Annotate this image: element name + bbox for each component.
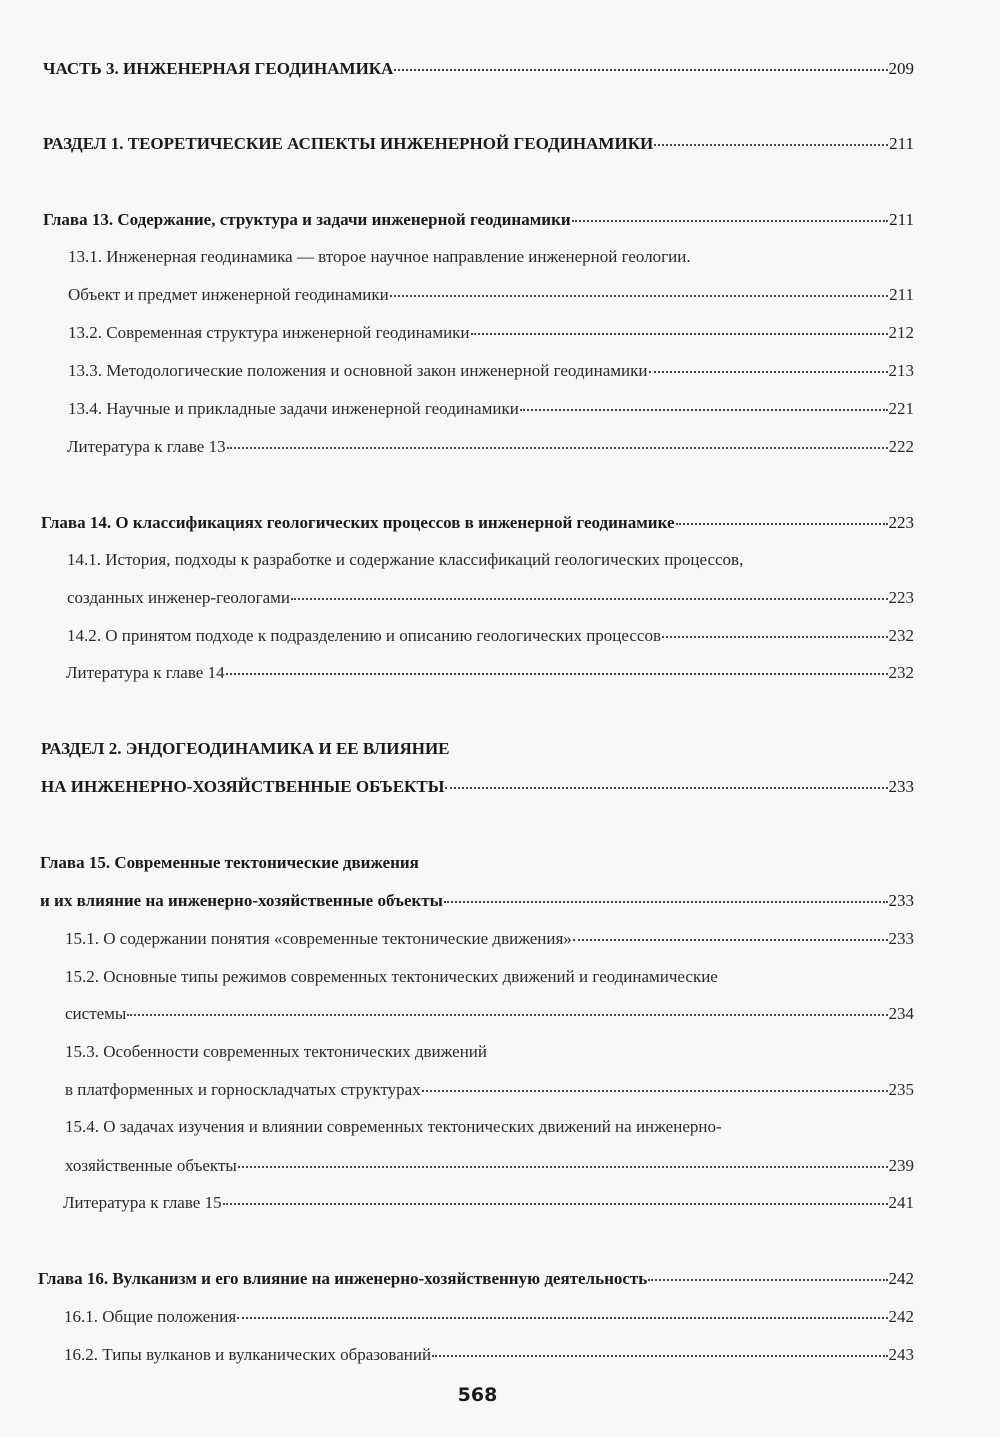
toc-entry-chapter14[interactable]	[41, 512, 914, 534]
toc-page: 211	[889, 210, 914, 229]
toc-entry-section2-line1[interactable]	[41, 738, 450, 760]
toc-entry-15-2-line2[interactable]	[65, 1003, 914, 1025]
toc-page: 242	[888, 1307, 914, 1326]
toc-entry-15-4-line2[interactable]	[65, 1155, 914, 1177]
toc-page: 209	[888, 59, 914, 78]
toc-title: 14.1. История, подходы к разработке и содержание классификаций геологических процессов,	[67, 550, 744, 569]
toc-entry-15-literature[interactable]	[63, 1192, 914, 1214]
toc-page: 232	[888, 626, 914, 645]
toc-page: 235	[888, 1080, 914, 1099]
toc-title: 15.1. О содержании понятия «современные тектонические движения»	[65, 929, 572, 948]
toc-page: 243	[888, 1345, 914, 1364]
leader-dots	[422, 1076, 888, 1092]
toc-title: хозяйственные объекты	[65, 1156, 237, 1175]
toc-title: 14.2. О принятом подходе к подразделению и описанию геологических процессов	[67, 626, 661, 645]
leader-dots	[390, 281, 888, 297]
toc-entry-13-4[interactable]	[68, 398, 914, 420]
toc-entry-13-2[interactable]	[68, 322, 914, 344]
leader-dots	[648, 1265, 887, 1281]
toc-entry-15-3-line2[interactable]	[65, 1079, 914, 1101]
toc-entry-section2-line2[interactable]	[41, 776, 914, 798]
toc-title: системы	[65, 1004, 127, 1023]
leader-dots	[649, 357, 888, 373]
toc-page: 211	[889, 134, 914, 153]
toc-entry-15-3-line1[interactable]	[65, 1041, 487, 1063]
leader-dots	[223, 1189, 888, 1205]
toc-page: 223	[888, 588, 914, 607]
toc-page: 222	[888, 437, 914, 456]
toc-title: Глава 13. Содержание, структура и задачи инженерной геодинамики	[43, 210, 571, 229]
toc-entry-chapter13[interactable]	[43, 209, 914, 231]
toc-entry-section1[interactable]	[43, 133, 914, 155]
toc-entry-chapter15-line1[interactable]	[40, 852, 419, 874]
leader-dots	[227, 433, 888, 449]
toc-entry-13-1-line2[interactable]	[68, 284, 914, 306]
toc-entry-13-literature[interactable]	[67, 436, 914, 458]
toc-title: Объект и предмет инженерной геодинамики	[68, 285, 389, 304]
toc-entry-14-literature[interactable]	[66, 662, 914, 684]
toc-entry-16-2[interactable]	[64, 1344, 914, 1366]
toc-entry-15-1[interactable]	[65, 928, 914, 950]
toc-title: РАЗДЕЛ 1. ТЕОРЕТИЧЕСКИЕ АСПЕКТЫ ИНЖЕНЕРНОЙ ГЕОДИНАМИКИ	[43, 134, 654, 153]
toc-title: Глава 16. Вулканизм и его влияние на инженерно-хозяйственную деятельность	[38, 1269, 648, 1288]
leader-dots	[394, 55, 887, 71]
toc-title: 13.1. Инженерная геодинамика — второе научное направление инженерной геологии.	[68, 247, 691, 266]
leader-dots	[471, 319, 888, 335]
toc-title: 16.2. Типы вулканов и вулканических образований	[64, 1345, 432, 1364]
leader-dots	[572, 206, 888, 222]
toc-page: 233	[888, 777, 914, 796]
toc-entry-chapter16[interactable]	[38, 1268, 914, 1290]
leader-dots	[238, 1152, 888, 1168]
toc-entry-15-2-line1[interactable]	[65, 966, 718, 988]
toc-entry-part3[interactable]	[43, 58, 914, 80]
toc-title: ЧАСТЬ 3. ИНЖЕНЕРНАЯ ГЕОДИНАМИКА	[43, 59, 394, 78]
toc-page: 233	[888, 929, 914, 948]
leader-dots	[444, 887, 888, 903]
leader-dots	[432, 1341, 887, 1357]
toc-page: 223	[888, 513, 914, 532]
toc-title: Глава 14. О классификациях геологических процессов в инженерной геодинамике	[41, 513, 675, 532]
leader-dots	[520, 395, 888, 411]
toc-title: Литература к главе 15	[63, 1193, 222, 1212]
toc-entry-15-4-line1[interactable]	[65, 1116, 722, 1138]
toc-title: 15.3. Особенности современных тектонических движений	[65, 1042, 487, 1061]
leader-dots	[291, 584, 887, 600]
toc-page: 239	[888, 1156, 914, 1175]
toc-title: и их влияние на инженерно-хозяйственные объекты	[40, 891, 443, 910]
toc-page: 232	[888, 663, 914, 682]
toc-title: 13.2. Современная структура инженерной геодинамики	[68, 323, 470, 342]
toc-page: 213	[888, 361, 914, 380]
toc-entry-13-1-line1[interactable]	[68, 246, 691, 268]
leader-dots	[445, 773, 887, 789]
toc-title: НА ИНЖЕНЕРНО-ХОЗЯЙСТВЕННЫЕ ОБЪЕКТЫ	[41, 777, 445, 796]
toc-title: Литература к главе 14	[66, 663, 225, 682]
toc-entry-14-1-line2[interactable]	[67, 587, 914, 609]
leader-dots	[662, 622, 888, 638]
toc-title: Литература к главе 13	[67, 437, 226, 456]
toc-title: Глава 15. Современные тектонические движения	[40, 853, 419, 872]
toc-page: 234	[888, 1004, 914, 1023]
toc-page: 241	[888, 1193, 914, 1212]
leader-dots	[127, 1000, 887, 1016]
toc-page: 212	[888, 323, 914, 342]
toc-entry-chapter15-line2[interactable]	[40, 890, 914, 912]
toc-title: 15.4. О задачах изучения и влиянии современных тектонических движений на инженерно-	[65, 1117, 722, 1136]
toc-title: РАЗДЕЛ 2. ЭНДОГЕОДИНАМИКА И ЕЕ ВЛИЯНИЕ	[41, 739, 450, 758]
toc-title: 16.1. Общие положения	[64, 1307, 237, 1326]
toc-page: 233	[888, 891, 914, 910]
toc-title: в платформенных и горноскладчатых структурах	[65, 1080, 421, 1099]
toc-page: 211	[889, 285, 914, 304]
leader-dots	[573, 925, 888, 941]
toc-entry-14-2[interactable]	[67, 625, 914, 647]
toc-entry-16-1[interactable]	[64, 1306, 914, 1328]
leader-dots	[654, 130, 888, 146]
toc-entry-13-3[interactable]	[68, 360, 914, 382]
leader-dots	[226, 659, 888, 675]
toc-title: 13.3. Методологические положения и основной закон инженерной геодинамики	[68, 361, 648, 380]
toc-page: 242	[888, 1269, 914, 1288]
leader-dots	[676, 509, 888, 525]
leader-dots	[237, 1303, 887, 1319]
toc-title: 15.2. Основные типы режимов современных тектонических движений и геодинамические	[65, 967, 718, 986]
toc-entry-14-1-line1[interactable]	[67, 549, 743, 571]
toc-title: 13.4. Научные и прикладные задачи инженерной геодинамики	[68, 399, 519, 418]
page-number: 568	[457, 1384, 498, 1406]
toc-title: созданных инженер-геологами	[67, 588, 291, 607]
toc-page: 221	[888, 399, 914, 418]
